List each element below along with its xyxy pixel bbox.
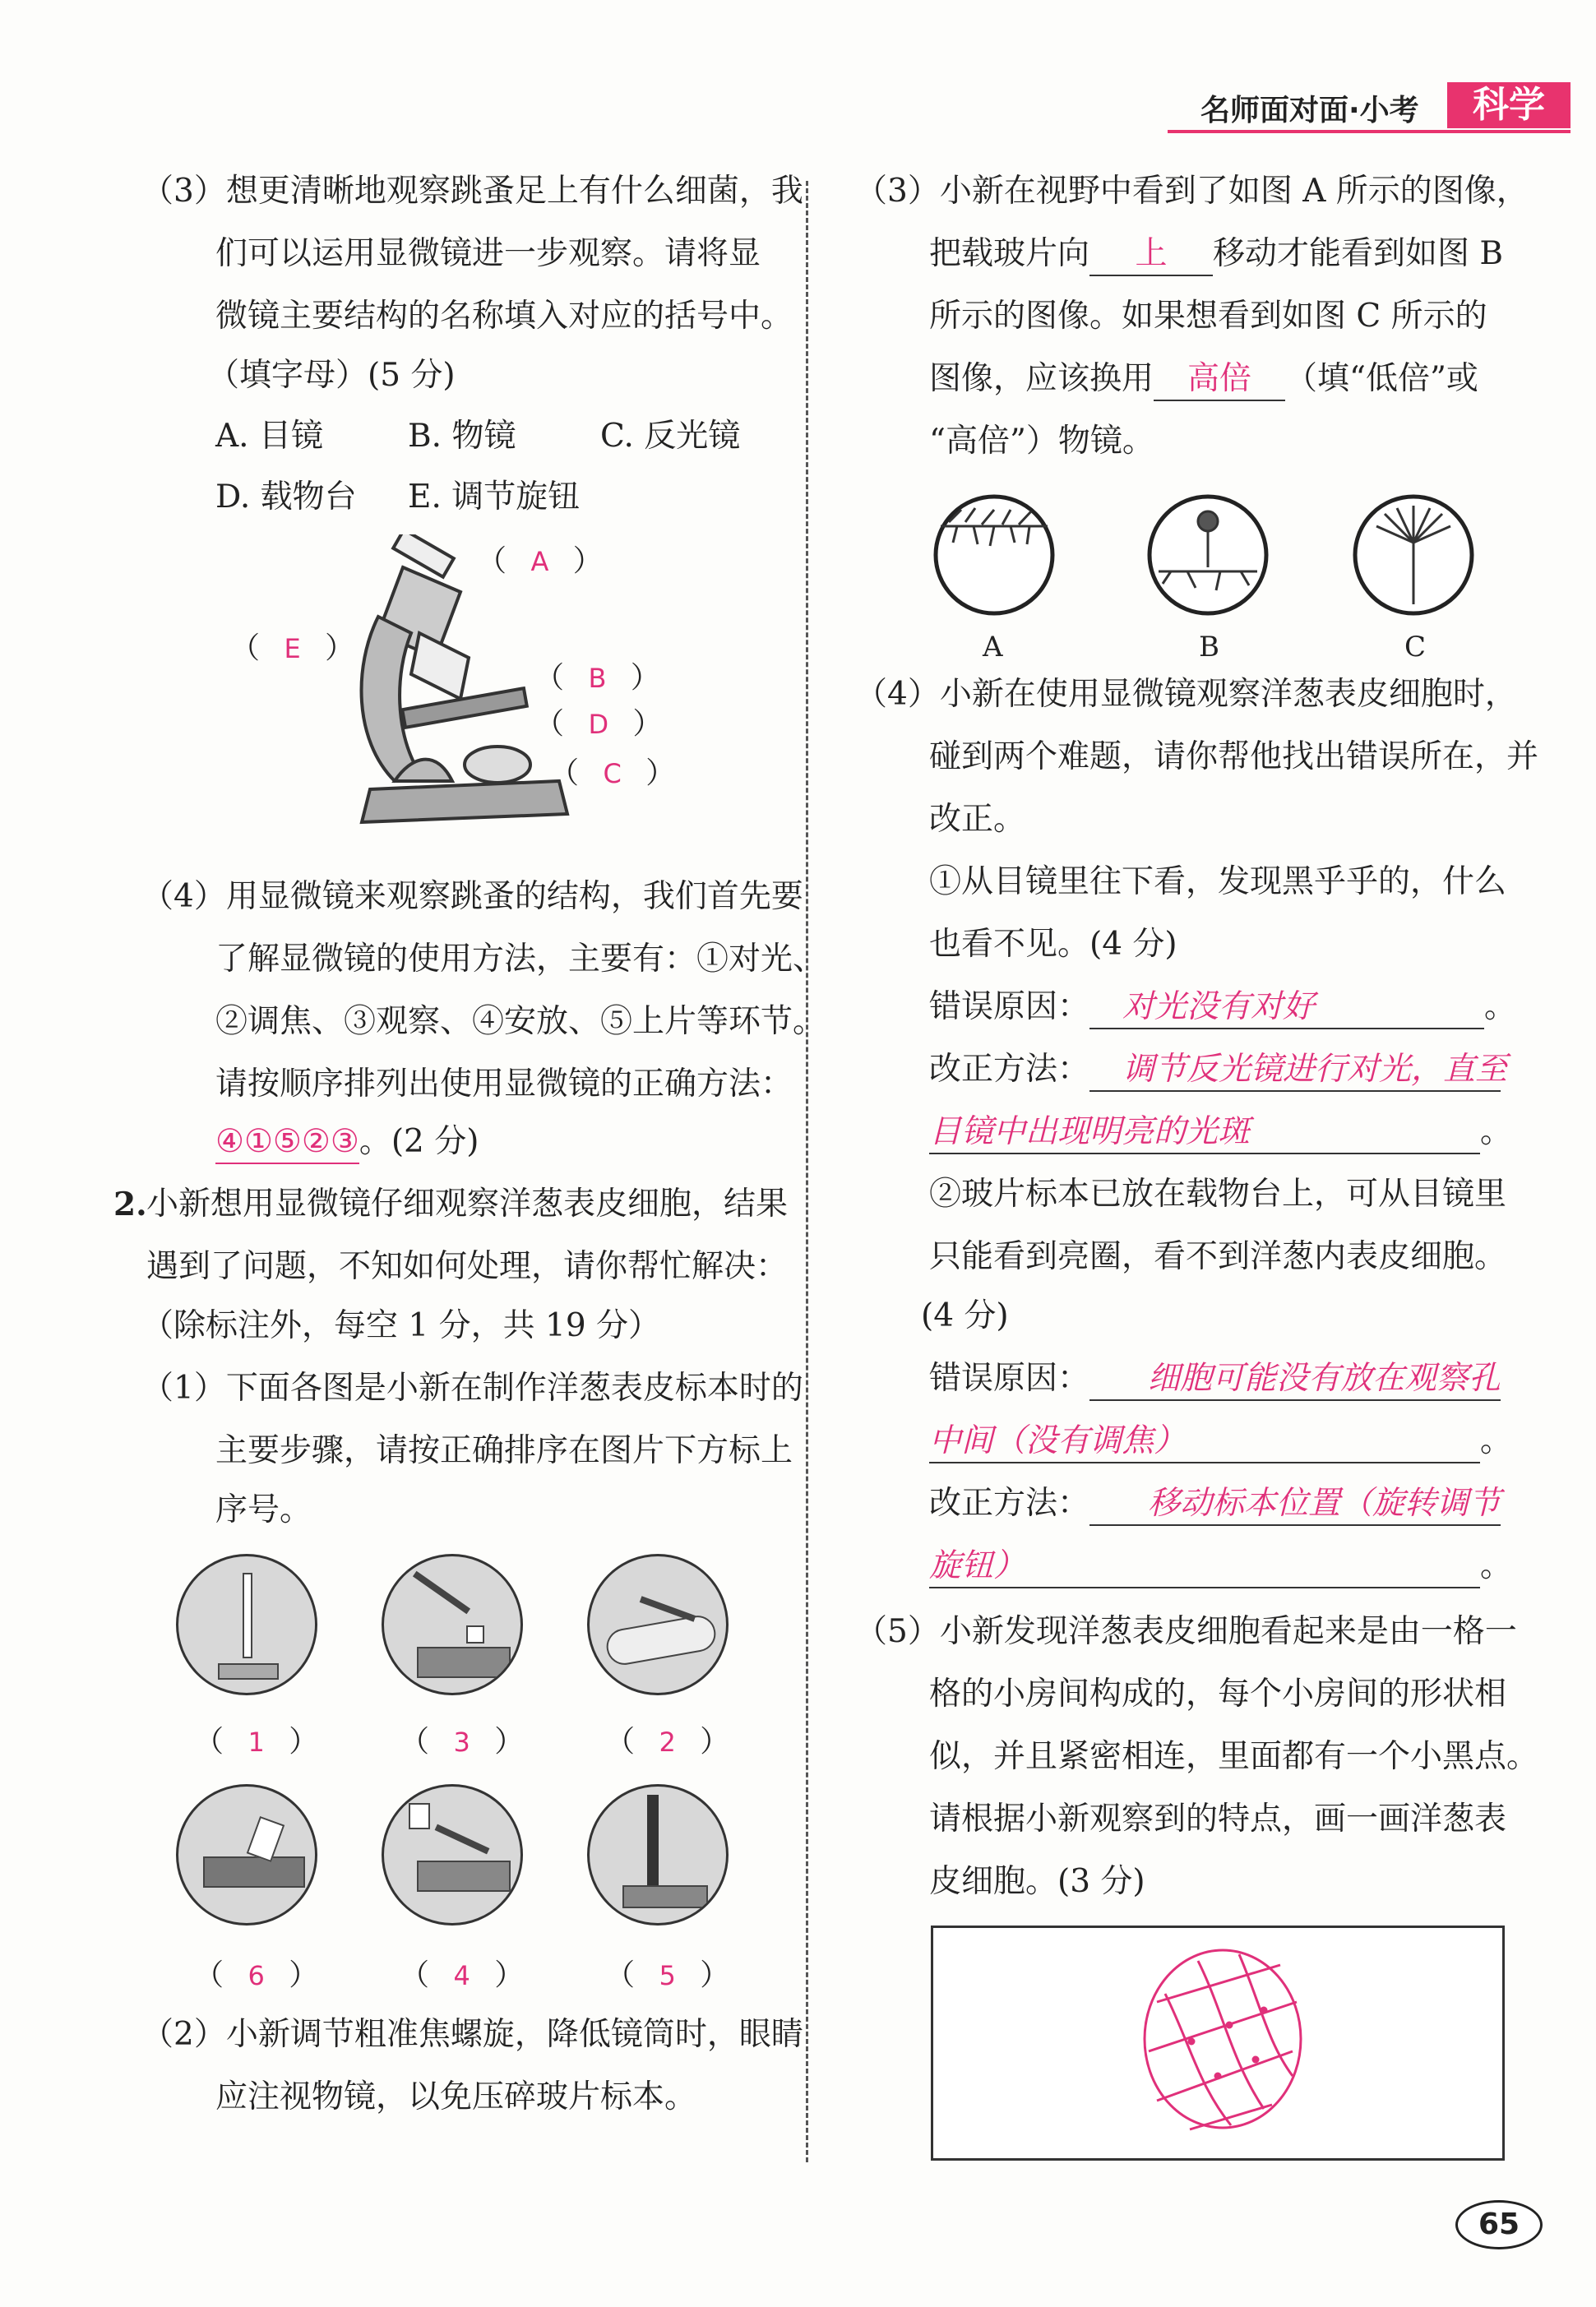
option-a: A. 目镜 bbox=[215, 418, 323, 455]
right-q5-line1: （5）小新发现洋葱表皮细胞看起来是由一格一 bbox=[855, 1613, 1517, 1650]
right-q4-line1: （4）小新在使用显微镜观察洋葱表皮细胞时， bbox=[855, 676, 1517, 713]
label-d: （ D ） bbox=[534, 707, 663, 741]
problem2-error-answer-2: 中间（没有调焦） bbox=[929, 1421, 1480, 1463]
problem2-fix-answer-2: 旋钮） bbox=[929, 1546, 1480, 1588]
label-c: （ C ） bbox=[549, 756, 676, 790]
right-q4-line3: 改正。 bbox=[929, 801, 1026, 838]
left-q4-line2: 了解显微镜的使用方法，主要有：①对光、 bbox=[215, 941, 826, 978]
problem2-error-answer-1: 细胞可能没有放在观察孔 bbox=[1089, 1358, 1501, 1401]
step-answer-5: 4 bbox=[453, 1960, 470, 1991]
onion-cell-drawing bbox=[1140, 1944, 1305, 2134]
problem1-error-answer: 对光没有对好 bbox=[1089, 987, 1484, 1029]
q2-number: 2. bbox=[113, 1186, 147, 1223]
right-q4-line2: 碰到两个难题，请你帮他找出错误所在，并 bbox=[929, 738, 1539, 775]
period: 。 bbox=[1480, 1422, 1513, 1459]
column-divider bbox=[806, 181, 808, 2162]
left-q4-line4: 请按顺序排列出使用显微镜的正确方法： bbox=[215, 1066, 793, 1103]
problem1-fix-row bbox=[929, 1049, 1508, 1092]
problem1-line2: 也看不见。(4 分) bbox=[929, 926, 1177, 963]
page-number-badge bbox=[1455, 2200, 1543, 2249]
step-image-peel bbox=[587, 1554, 729, 1695]
right-q3-line1: （3）小新在视野中看到了如图 A 所示的图像， bbox=[855, 173, 1529, 210]
q2-sub1-line2: 主要步骤，请按正确排序在图片下方标上 bbox=[215, 1432, 793, 1469]
answer-a: A bbox=[530, 546, 549, 577]
drawing-box bbox=[931, 1926, 1505, 2161]
left-q3-line1: （3）想更清晰地观察跳蚤足上有什么细菌，我 bbox=[141, 173, 803, 210]
order-answer: ④①⑤②③ bbox=[215, 1121, 359, 1164]
problem2-line1: ②玻片标本已放在载物台上，可从目镜里 bbox=[929, 1176, 1507, 1213]
order-score: 。(2 分) bbox=[359, 1123, 479, 1160]
option-b: B. 物镜 bbox=[408, 418, 516, 455]
fix-label: 改正方法： bbox=[929, 1485, 1090, 1522]
step-label-4: （ 6 ） bbox=[194, 1958, 319, 1992]
error-label: 错误原因： bbox=[929, 988, 1090, 1025]
q2-sub2-line1: （2）小新调节粗准焦螺旋，降低镜筒时，眼睛 bbox=[141, 2016, 803, 2053]
period: 。 bbox=[1480, 1547, 1513, 1584]
right-q3-line2 bbox=[929, 233, 1503, 276]
label-a: （ A ） bbox=[477, 544, 603, 578]
answer-d: D bbox=[588, 709, 609, 740]
right-q5-line2: 格的小房间构成的，每个小房间的形状相 bbox=[929, 1676, 1507, 1713]
right-q3-line4a: 图像，应该换用 bbox=[929, 360, 1154, 397]
step-image-coverslip bbox=[176, 1784, 317, 1926]
step-image-place bbox=[382, 1784, 523, 1926]
header-rule bbox=[1168, 130, 1571, 133]
step-answer-1: 1 bbox=[247, 1727, 265, 1758]
view-b-image bbox=[1146, 493, 1270, 617]
right-q3-line5: “高倍”）物镜。 bbox=[929, 423, 1154, 460]
right-q5-line4: 请根据小新观察到的特点，画一画洋葱表 bbox=[929, 1801, 1507, 1838]
direction-answer: 上 bbox=[1089, 233, 1213, 276]
step-label-5: （ 4 ） bbox=[400, 1958, 525, 1992]
problem1-fix-answer-2: 目镜中出现明亮的光斑 bbox=[929, 1112, 1480, 1154]
fix-label: 改正方法： bbox=[929, 1051, 1090, 1088]
period: 。 bbox=[1480, 1113, 1513, 1150]
left-q4-line3: ②调焦、③观察、④安放、⑤上片等环节。 bbox=[215, 1003, 826, 1040]
page-number: 65 bbox=[1478, 2208, 1520, 2241]
step-image-dropper bbox=[176, 1554, 317, 1695]
option-e: E. 调节旋钮 bbox=[408, 479, 581, 515]
view-c-image bbox=[1352, 493, 1475, 617]
right-q3-line2b: 移动才能看到如图 B bbox=[1213, 235, 1504, 272]
q2-sub1-line3: 序号。 bbox=[215, 1491, 312, 1528]
view-c-label: C bbox=[1404, 631, 1427, 663]
problem2-fix-row bbox=[929, 1483, 1501, 1526]
step-answer-3: 2 bbox=[659, 1727, 676, 1758]
step-label-3: （ 2 ） bbox=[605, 1725, 730, 1759]
step-answer-4: 6 bbox=[247, 1960, 265, 1991]
step-image-stain bbox=[587, 1784, 729, 1926]
q2-line2: 遇到了问题，不知如何处理，请你帮忙解决： bbox=[146, 1248, 789, 1285]
left-q4-line1: （4）用显微镜来观察跳蚤的结构，我们首先要 bbox=[141, 878, 803, 915]
label-b: （ B ） bbox=[534, 661, 660, 695]
right-q3-line3: 所示的图像。如果想看到如图 C 所示的 bbox=[929, 298, 1487, 335]
left-q3-line3: 微镜主要结构的名称填入对应的括号中。 bbox=[215, 298, 793, 335]
view-a-label: A bbox=[983, 631, 1003, 663]
q2-line1: 小新想用显微镜仔细观察洋葱表皮细胞，结果 bbox=[146, 1186, 789, 1223]
problem2-error-row-2 bbox=[929, 1421, 1512, 1463]
error-label: 错误原因： bbox=[929, 1360, 1090, 1397]
view-b-label: B bbox=[1199, 631, 1219, 663]
q2-line3: （除标注外，每空 1 分，共 19 分） bbox=[141, 1307, 661, 1344]
header bbox=[1168, 82, 1579, 132]
q2-sub2-line2: 应注视物镜，以免压碎玻片标本。 bbox=[215, 2078, 697, 2115]
label-e: （ E ） bbox=[230, 631, 355, 665]
right-q5-line5: 皮细胞。(3 分) bbox=[929, 1863, 1145, 1900]
step-answer-6: 5 bbox=[659, 1960, 676, 1991]
left-q3-line2: 们可以运用显微镜进一步观察。请将显 bbox=[215, 235, 761, 272]
right-q3-line2a: 把载玻片向 bbox=[929, 235, 1090, 272]
problem1-line1: ①从目镜里往下看，发现黑乎乎的，什么 bbox=[929, 863, 1507, 900]
header-subject-badge: 科学 bbox=[1447, 82, 1571, 128]
view-a-image bbox=[932, 493, 1056, 617]
header-series: 名师面对面·小考 bbox=[1200, 94, 1419, 127]
answer-e: E bbox=[284, 633, 301, 664]
problem1-fix-row-2 bbox=[929, 1112, 1512, 1154]
problem2-line3: (4 分) bbox=[921, 1297, 1009, 1334]
step-label-6: （ 5 ） bbox=[605, 1958, 730, 1992]
problem2-line2: 只能看到亮圈，看不到洋葱内表皮细胞。 bbox=[929, 1238, 1507, 1275]
step-image-tweezers-leaf bbox=[382, 1554, 523, 1695]
right-q3-line4 bbox=[929, 358, 1478, 401]
problem1-fix-answer-1: 调节反光镜进行对光，直至 bbox=[1089, 1049, 1501, 1092]
step-label-1: （ 1 ） bbox=[194, 1725, 319, 1759]
problem1-error-row bbox=[929, 987, 1516, 1029]
left-q3-line4: （填字母）(5 分) bbox=[207, 357, 456, 394]
period: 。 bbox=[1484, 988, 1517, 1025]
right-q3-line4b: （填“低倍”或 bbox=[1285, 360, 1478, 397]
objective-answer: 高倍 bbox=[1154, 358, 1285, 401]
right-q5-line3: 似，并且紧密相连，里面都有一个小黑点。 bbox=[929, 1738, 1539, 1775]
problem2-error-row bbox=[929, 1358, 1501, 1401]
step-label-2: （ 3 ） bbox=[400, 1725, 525, 1759]
step-answer-2: 3 bbox=[453, 1727, 470, 1758]
left-q4-answer-line bbox=[215, 1121, 479, 1164]
option-c: C. 反光镜 bbox=[600, 418, 741, 455]
problem2-fix-row-2 bbox=[929, 1546, 1512, 1588]
q2-sub1-line1: （1）下面各图是小新在制作洋葱表皮标本时的 bbox=[141, 1370, 803, 1407]
answer-c: C bbox=[603, 758, 622, 789]
problem2-fix-answer-1: 移动标本位置（旋转调节 bbox=[1089, 1483, 1501, 1526]
option-d: D. 载物台 bbox=[215, 479, 357, 515]
answer-b: B bbox=[588, 663, 607, 694]
